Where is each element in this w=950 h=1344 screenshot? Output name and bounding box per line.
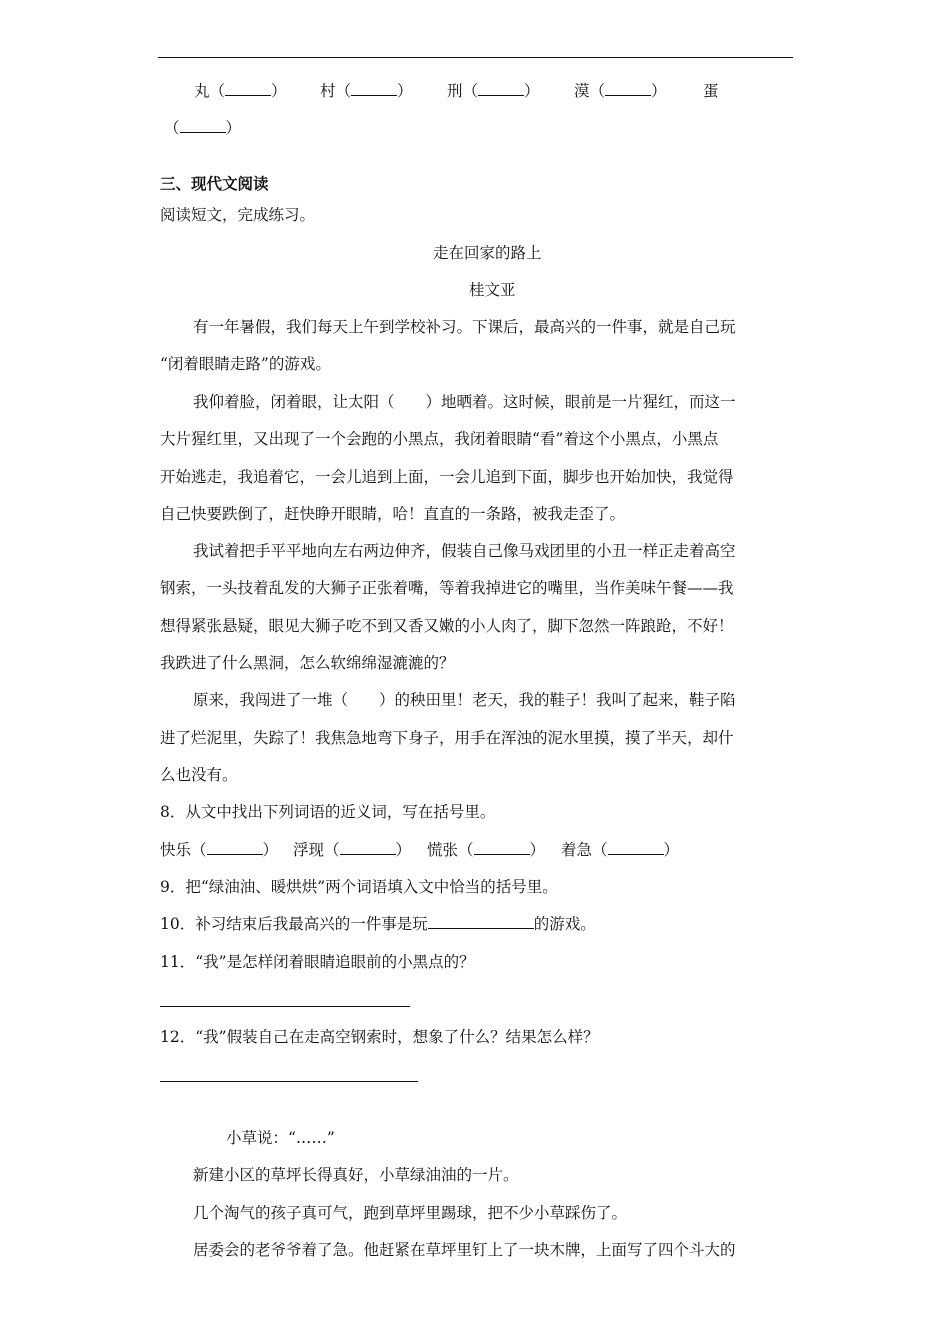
question-8: 8．从文中找出下列词语的近义词，写在括号里。	[160, 803, 496, 821]
article-line: 么也没有。	[160, 766, 238, 784]
fill-item-5-blank: （ ）	[164, 119, 242, 137]
section-instruction: 阅读短文，完成练习。	[160, 206, 316, 224]
article-line: 我跌进了什么黑洞，怎么软绵绵湿漉漉的？	[160, 654, 455, 672]
article-line: 有一年暑假，我们每天上午到学校补习。下课后，最高兴的一件事，就是自己玩	[193, 318, 736, 336]
article-line: 进了烂泥里，失踪了！我焦急地弯下身子，用手在浑浊的泥水里摸，摸了半天，却什	[160, 729, 734, 747]
article-line: 原来，我闯进了一堆（ ）的秧田里！老天，我的鞋子！我叫了起来，鞋子陷	[193, 691, 736, 709]
q8-blank-4: 着急（ ）	[561, 841, 680, 859]
passage2-line: 新建小区的草坪长得真好，小草绿油油的一片。	[193, 1166, 519, 1184]
question-12: 12．“我”假装自己在走高空钢索时，想象了什么？结果怎么样？	[160, 1028, 599, 1046]
passage2-title: 小草说：“……”	[226, 1129, 335, 1147]
article-line: 钢索，一头技着乱发的大狮子正张着嘴，等着我掉进它的嘴里，当作美味午餐——我	[160, 579, 734, 597]
fill-item-2: 村（ ）	[320, 82, 413, 100]
article-line: 我仰着脸，闭着眼，让太阳（ ）地晒着。这时候，眼前是一片猩红，而这一	[193, 393, 736, 411]
fill-item-1: 丸（ ）	[194, 82, 287, 100]
fill-item-3: 刑（ ）	[447, 82, 540, 100]
passage2-line: 居委会的老爷爷着了急。他赶紧在草坪里钉上了一块木牌，上面写了四个斗大的	[193, 1241, 736, 1259]
question-11: 11．“我”是怎样闭着眼睛追眼前的小黑点的？	[160, 953, 475, 971]
article-author: 桂文亚	[469, 281, 516, 299]
article-line: 大片猩红里，又出现了一个会跑的小黑点，我闭着眼睛“看”着这个小黑点，小黑点	[160, 430, 719, 448]
header-rule	[158, 57, 793, 58]
article-line: 开始逃走，我追着它，一会儿追到上面，一会儿追到下面，脚步也开始加快，我觉得	[160, 468, 734, 486]
passage2-line: 几个淘气的孩子真可气，跑到草坪里踢球，把不少小草踩伤了。	[193, 1204, 628, 1222]
answer-line-12[interactable]	[160, 1081, 418, 1082]
fill-item-5-char: 蛋	[703, 82, 719, 100]
q8-blank-2: 浮现（ ）	[293, 841, 412, 859]
article-line: “闭着眼睛走路”的游戏。	[160, 355, 331, 373]
article-line: 想得紧张悬疑，眼见大狮子吃不到又香又嫩的小人肉了，脚下忽然一阵踉跄，不好！	[160, 617, 734, 635]
section-title: 三、现代文阅读	[160, 175, 269, 193]
question-9: 9．把“绿油油、暖烘烘”两个词语填入文中恰当的括号里。	[160, 878, 558, 896]
question-10: 10．补习结束后我最高兴的一件事是玩 的游戏。	[160, 915, 596, 933]
answer-line-11[interactable]	[160, 1006, 410, 1007]
article-title: 走在回家的路上	[433, 244, 542, 262]
article-line: 我试着把手平平地向左右两边伸齐，假装自己像马戏团里的小丑一样正走着高空	[193, 542, 736, 560]
article-line: 自己快要跌倒了，赶快睁开眼睛，哈！直直的一条路，被我走歪了。	[160, 505, 626, 523]
q8-blank-3: 慌张（ ）	[427, 841, 546, 859]
q8-blank-1: 快乐（ ）	[160, 841, 279, 859]
fill-item-4: 漠（ ）	[574, 82, 667, 100]
